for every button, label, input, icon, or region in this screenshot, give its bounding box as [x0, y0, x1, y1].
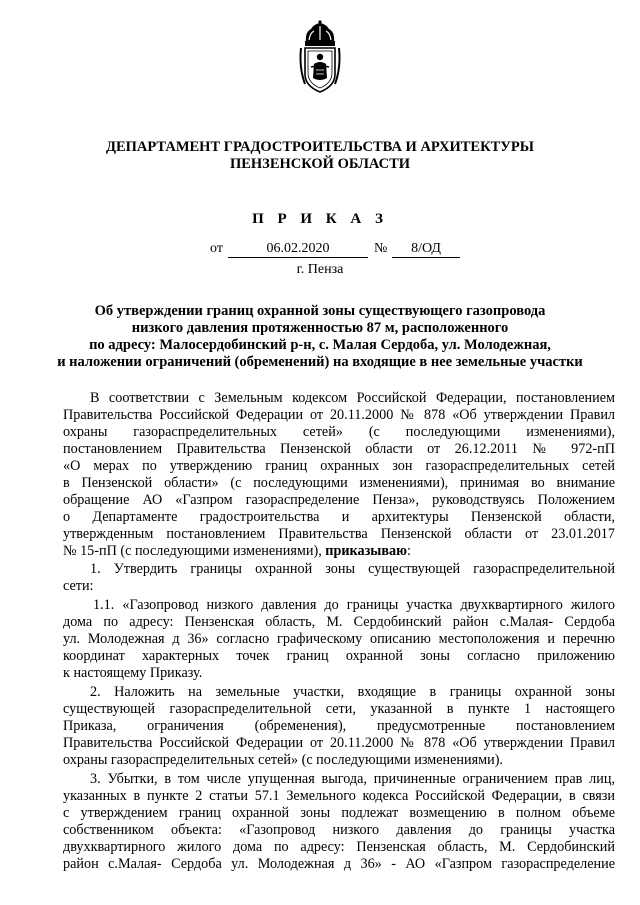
order-heading: П Р И К А З	[252, 211, 388, 227]
department-name-line1: ДЕПАРТАМЕНТ ГРАДОСТРОИТЕЛЬСТВА И АРХИТЕКТУРЫ	[105, 139, 535, 155]
body-line: утвержденным постановлением Правительства Пензенской области от 23.01.2017	[63, 526, 615, 542]
body-line: В соответствии с Земельным кодексом Российской Федерации, постановлением	[90, 390, 615, 406]
body-line: охраны газораспределительных сетей» (с последующими изменениями),	[63, 424, 615, 440]
city: г. Пенза	[296, 262, 344, 277]
body-line: 2. Наложить на земельные участки, входящие в границы охранной зоны	[90, 684, 615, 700]
title-line: по адресу: Малосердобинский р-н, с. Малая Сердоба, ул. Молодежная,	[89, 337, 551, 353]
body-line: с утверждением границ охранной зоны подлежат возмещению в полном объеме	[63, 805, 615, 821]
body-line	[63, 543, 615, 560]
body-line: собственником объекта: «Газопровод низкого давления до границы участка	[63, 822, 615, 838]
body-line: Приказа, ограничения (обременения), предусмотренные постановлением	[63, 718, 615, 734]
body-line: координат характерных точек границ охранной зоны согласно приложению	[63, 648, 615, 664]
order-word-bold: приказываю	[325, 543, 407, 559]
body-line: Правительства Российской Федерации от 20.11.2000 № 878 «Об утверждении Правил	[63, 407, 615, 423]
body-line: 1. Утвердить границы охранной зоны существующей газораспределительной	[90, 561, 615, 577]
body-line: охраны газораспределительных сетей» (с последующими изменениями).	[63, 752, 503, 768]
body-line: 1.1. «Газопровод низкого давления до границы участка двухквартирного жилого	[93, 597, 615, 613]
from-label: от	[210, 241, 223, 256]
department-name-line2: ПЕНЗЕНСКОЙ ОБЛАСТИ	[229, 156, 411, 172]
order-date: 06.02.2020	[228, 240, 368, 258]
body-line: в Пензенской области» (с последующими изменениями), принимая во внимание	[63, 475, 615, 491]
body-line: Правительства Российской Федерации от 20.11.2000 № 878 «Об утверждении Правил	[63, 735, 615, 751]
number-label: №	[374, 241, 388, 256]
body-line: 3. Убытки, в том числе упущенная выгода, причиненные ограничением прав лиц,	[90, 771, 615, 787]
coat-of-arms-icon	[297, 20, 343, 96]
body-line: двухквартирного жилого дома по адресу: Пензенская область, М. Сердобинский	[63, 839, 615, 855]
body-line: сети:	[63, 578, 94, 594]
title-line: Об утверждении границ охранной зоны существующего газопровода	[94, 303, 546, 319]
body-line-text: № 15-пП (с последующими изменениями),	[63, 543, 322, 559]
body-line: обращение АО «Газпром газораспределение Пенза», руководствуясь Положением	[63, 492, 615, 508]
body-line: существующей газораспределительной сети, указанной в пункте 1 настоящего	[63, 701, 615, 717]
order-number: 8/ОД	[392, 240, 460, 258]
body-line: постановлением Правительства Пензенской области от 26.12.2011 № 972-пП	[63, 441, 615, 457]
order-colon: :	[406, 543, 411, 559]
body-line: указанных в пункте 2 статьи 57.1 Земельного кодекса Российской Федерации, в связи	[63, 788, 615, 804]
body-line: ул. Молодежная д 36» согласно графическому описанию местоположения и перечню	[63, 631, 615, 647]
title-line: и наложении ограничений (обременений) на входящие в нее земельные участки	[57, 354, 583, 370]
title-line: низкого давления протяженностью 87 м, расположенного	[131, 320, 509, 336]
body-line: «О мерах по утверждению границ охранных зон газораспределительных сетей	[63, 458, 615, 474]
body-line: район с.Малая- Сердоба ул. Молодежная д 36» - АО «Газпром газораспределение	[63, 856, 615, 872]
body-line: дома по адресу: Пензенская область, М. Сердобинский район с.Малая- Сердоба	[63, 614, 615, 630]
body-line: к настоящему Приказу.	[63, 665, 203, 681]
body-line: о Департаменте градостроительства и архитектуры Пензенской области,	[63, 509, 615, 525]
